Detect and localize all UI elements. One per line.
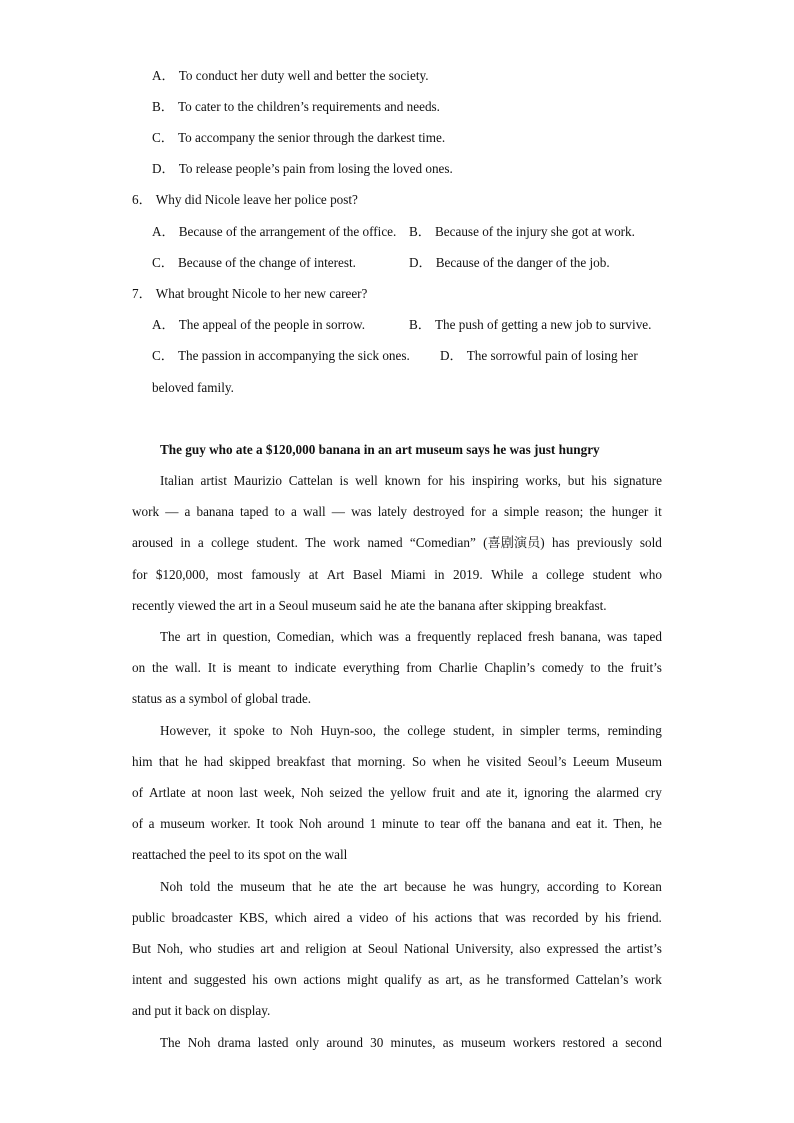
article-word: banana bbox=[508, 816, 546, 831]
article-word: The bbox=[160, 629, 181, 644]
article-word: studies bbox=[217, 941, 255, 956]
article-word: lately bbox=[377, 504, 407, 519]
article-line bbox=[132, 816, 662, 832]
article-word: KBS, bbox=[239, 910, 269, 925]
article-word: workers bbox=[512, 1035, 556, 1050]
article-word: restored bbox=[562, 1035, 606, 1050]
article-word: his bbox=[449, 473, 465, 488]
article-line: recently viewed the art in a Seoul museum said he ate the banana after skipping breakfast. bbox=[132, 598, 607, 613]
article-word: public bbox=[132, 910, 165, 925]
q5-option-c bbox=[152, 130, 445, 146]
article-word: his bbox=[591, 473, 607, 488]
article-word: in bbox=[206, 629, 217, 644]
article-word: video bbox=[359, 910, 389, 925]
article-word: to bbox=[424, 816, 435, 831]
article-word: taped bbox=[239, 504, 269, 519]
article-word: aired bbox=[313, 910, 340, 925]
article-word: a bbox=[346, 910, 353, 925]
article-word: terms, bbox=[567, 723, 600, 738]
q7-option-a-label: A． bbox=[152, 317, 175, 332]
q6-option-a-text: Because of the arrangement of the office. bbox=[178, 224, 397, 239]
article-word: which bbox=[274, 910, 307, 925]
article-word: ignoring bbox=[523, 785, 569, 800]
q5-option-d-label: D． bbox=[152, 161, 175, 176]
article-word: at bbox=[191, 785, 202, 800]
q7-number: 7． bbox=[132, 286, 152, 301]
q7-option-b-label: B． bbox=[409, 317, 431, 332]
q6-stem-text: Why did Nicole leave her police post? bbox=[155, 192, 358, 207]
article-word: as bbox=[442, 1035, 454, 1050]
article-word: Huyn-soo, bbox=[320, 723, 376, 738]
article-word: famously bbox=[251, 567, 301, 582]
article-word: college bbox=[546, 567, 585, 582]
article-word: the bbox=[368, 785, 385, 800]
article-word: seized bbox=[329, 785, 363, 800]
article-word: lasted bbox=[257, 1035, 289, 1050]
q5-option-b bbox=[152, 99, 440, 115]
article-word: museum bbox=[460, 1035, 506, 1050]
article-word: he bbox=[185, 754, 198, 769]
article-word: is bbox=[222, 660, 232, 675]
article-word: he bbox=[453, 879, 466, 894]
article-word: The bbox=[160, 1035, 181, 1050]
article-word: signature bbox=[613, 473, 662, 488]
article-word: own bbox=[274, 972, 297, 987]
article-word: the bbox=[383, 723, 400, 738]
article-word: that bbox=[158, 754, 179, 769]
article-word: wall. bbox=[174, 660, 201, 675]
article-word: Noh bbox=[187, 1035, 211, 1050]
article-word: it, bbox=[507, 785, 518, 800]
article-line bbox=[160, 473, 662, 489]
article-word: breakfast bbox=[276, 754, 326, 769]
article-word: — bbox=[331, 504, 345, 519]
article-word: intent bbox=[132, 972, 163, 987]
q6-option-c-label: C． bbox=[152, 255, 174, 270]
article-word: Miami bbox=[390, 567, 426, 582]
article-word: as bbox=[428, 972, 440, 987]
article-word: took bbox=[269, 816, 294, 831]
article-word: museum bbox=[160, 816, 205, 831]
article-word: transformed bbox=[505, 972, 570, 987]
article-word: expressed bbox=[546, 941, 599, 956]
article-word: recorded bbox=[532, 910, 579, 925]
article-word: which bbox=[340, 629, 373, 644]
article-line bbox=[132, 504, 662, 520]
article-word: While bbox=[491, 567, 524, 582]
article-word: he bbox=[467, 754, 480, 769]
article-line: reattached the peel to its spot on the wall bbox=[132, 847, 348, 862]
article-word: comedy bbox=[541, 660, 584, 675]
article-word: student, bbox=[453, 723, 495, 738]
article-word: was bbox=[505, 910, 526, 925]
article-word: a bbox=[612, 1035, 619, 1050]
article-word: in bbox=[434, 567, 445, 582]
article-word: fruit bbox=[432, 785, 455, 800]
article-word: The bbox=[305, 535, 326, 550]
article-word: sold bbox=[639, 535, 662, 550]
article-line: and put it back on display. bbox=[132, 1003, 271, 1018]
article-word: question, bbox=[222, 629, 271, 644]
article-word: Cattelan’s bbox=[575, 972, 629, 987]
article-word: was bbox=[351, 504, 372, 519]
article-word: Korean bbox=[623, 879, 662, 894]
article-line bbox=[132, 754, 662, 770]
article-word: previously bbox=[576, 535, 633, 550]
article-word: minutes, bbox=[390, 1035, 436, 1050]
article-word: indicate bbox=[294, 660, 337, 675]
article-word: destroyed bbox=[413, 504, 465, 519]
article-word: in bbox=[180, 535, 191, 550]
article-word: actions bbox=[303, 972, 341, 987]
article-word: 30 bbox=[370, 1035, 384, 1050]
article-word: of bbox=[132, 816, 143, 831]
article-word: that bbox=[478, 910, 499, 925]
article-line bbox=[132, 660, 662, 676]
q5-option-c-text: To accompany the senior through the darkest time. bbox=[177, 130, 446, 145]
article-word: he bbox=[318, 879, 332, 894]
q6-option-b-text: Because of the injury she got at work. bbox=[434, 224, 635, 239]
article-word: at bbox=[308, 567, 319, 582]
article-word: visited bbox=[486, 754, 522, 769]
q6-option-a-label: A． bbox=[152, 224, 175, 239]
q7-stem-text: What brought Nicole to her new career? bbox=[155, 286, 368, 301]
q6-option-d-text: Because of the danger of the job. bbox=[435, 255, 610, 270]
q5-option-d bbox=[152, 161, 453, 177]
article-word: Chaplin’s bbox=[484, 660, 535, 675]
article-word: of bbox=[395, 910, 407, 925]
article-word: on bbox=[132, 660, 146, 675]
article-word: However, bbox=[160, 723, 212, 738]
article-word: a bbox=[290, 504, 297, 519]
article-word: at bbox=[352, 941, 362, 956]
q7-option-c-text: The passion in accompanying the sick ones. bbox=[177, 348, 410, 363]
article-word: inspiring bbox=[471, 473, 519, 488]
article-word: known bbox=[384, 473, 421, 488]
q7-option-c bbox=[152, 348, 410, 364]
article-word: a bbox=[492, 504, 498, 519]
article-word: the bbox=[574, 785, 591, 800]
q6-option-b-label: B． bbox=[409, 224, 431, 239]
article-word: named bbox=[367, 535, 403, 550]
article-word: second bbox=[625, 1035, 662, 1050]
article-word: art bbox=[186, 629, 201, 644]
article-word: Then, bbox=[613, 816, 644, 831]
article-line bbox=[132, 567, 662, 583]
q7-option-b bbox=[409, 317, 651, 333]
article-word: week, bbox=[263, 785, 295, 800]
article-word: it. bbox=[597, 816, 608, 831]
article-word: a bbox=[148, 816, 155, 831]
article-line bbox=[160, 1035, 662, 1051]
article-word: spoke bbox=[233, 723, 265, 738]
article-word: he bbox=[649, 816, 662, 831]
article-word: drama bbox=[217, 1035, 251, 1050]
article-word: hungry, bbox=[500, 879, 540, 894]
article-word: cry bbox=[644, 785, 662, 800]
article-word: “Comedian” bbox=[409, 535, 476, 550]
article-word: wall bbox=[302, 504, 326, 519]
q7-option-c-label: C． bbox=[152, 348, 174, 363]
article-word: fresh bbox=[527, 629, 555, 644]
article-word: him bbox=[132, 754, 153, 769]
q7-option-d-continuation: beloved family. bbox=[152, 380, 234, 395]
article-word: reason; bbox=[545, 504, 584, 519]
article-line: status as a symbol of global trade. bbox=[132, 691, 312, 706]
article-word: the bbox=[607, 660, 624, 675]
article-word: has bbox=[552, 535, 570, 550]
article-line bbox=[132, 941, 662, 957]
article-word: art bbox=[260, 941, 275, 956]
article-word: (喜剧演员) bbox=[483, 535, 545, 550]
article-word: ate bbox=[338, 879, 354, 894]
q6-option-b bbox=[409, 224, 635, 240]
q6-option-c bbox=[152, 255, 356, 271]
article-word: student. bbox=[256, 535, 298, 550]
article-word: So bbox=[411, 754, 426, 769]
article-word: but bbox=[567, 473, 585, 488]
article-word: college bbox=[407, 723, 446, 738]
article-word: works, bbox=[525, 473, 561, 488]
article-word: when bbox=[432, 754, 461, 769]
article-word: as bbox=[469, 972, 481, 987]
article-word: qualify bbox=[384, 972, 422, 987]
article-line bbox=[160, 629, 662, 645]
article-word: art, bbox=[445, 972, 463, 987]
article-word: frequently bbox=[416, 629, 472, 644]
article-word: work bbox=[634, 972, 662, 987]
article-word: Comedian, bbox=[276, 629, 335, 644]
article-word: Seoul bbox=[367, 941, 398, 956]
article-word: around bbox=[326, 1035, 363, 1050]
article-line bbox=[132, 535, 662, 551]
article-word: a bbox=[531, 567, 538, 582]
article-word: Seoul’s bbox=[527, 754, 567, 769]
article-word: Maurizio bbox=[233, 473, 282, 488]
article-word: simple bbox=[503, 504, 540, 519]
q5-option-a-text: To conduct her duty well and better the society. bbox=[178, 68, 429, 83]
article-word: It bbox=[256, 816, 265, 831]
q7-option-a bbox=[152, 317, 365, 333]
article-word: who bbox=[189, 941, 212, 956]
q7-option-b-text: The push of getting a new job to survive. bbox=[434, 317, 652, 332]
article-word: of bbox=[132, 785, 143, 800]
article-word: alarmed bbox=[596, 785, 639, 800]
article-word: for bbox=[427, 473, 443, 488]
q7-stem bbox=[132, 286, 367, 302]
q6-number: 6． bbox=[132, 192, 152, 207]
article-word: the bbox=[360, 879, 377, 894]
article-word: off bbox=[465, 816, 481, 831]
article-word: and bbox=[168, 972, 188, 987]
article-word: aroused bbox=[132, 535, 174, 550]
article-word: meant bbox=[238, 660, 271, 675]
article-word: to bbox=[590, 660, 601, 675]
article-word: college bbox=[211, 535, 250, 550]
article-word: hunger bbox=[611, 504, 649, 519]
article-word: minute bbox=[381, 816, 419, 831]
article-word: artist bbox=[200, 473, 227, 488]
article-word: — bbox=[165, 504, 179, 519]
article-title: The guy who ate a $120,000 banana in an art museum says he was just hungry bbox=[160, 442, 600, 457]
q6-option-d bbox=[409, 255, 610, 271]
article-word: student bbox=[592, 567, 631, 582]
article-word: to bbox=[277, 660, 288, 675]
article-word: it bbox=[218, 723, 227, 738]
q6-option-a bbox=[152, 224, 396, 240]
article-word: eat bbox=[576, 816, 592, 831]
article-word: to bbox=[274, 504, 285, 519]
article-word: work bbox=[333, 535, 361, 550]
article-word: and bbox=[551, 816, 571, 831]
article-word: that bbox=[331, 754, 352, 769]
article-word: tear bbox=[440, 816, 460, 831]
article-word: his bbox=[605, 910, 621, 925]
q6-option-d-label: D． bbox=[409, 255, 432, 270]
q5-option-c-label: C． bbox=[152, 130, 174, 145]
article-word: around bbox=[327, 816, 365, 831]
article-word: Noh bbox=[160, 879, 183, 894]
article-word: work bbox=[132, 504, 160, 519]
q7-option-d-label: D． bbox=[440, 348, 463, 363]
article-word: also bbox=[519, 941, 541, 956]
article-line bbox=[132, 785, 662, 801]
article-word: everything bbox=[343, 660, 400, 675]
article-word: he bbox=[486, 972, 500, 987]
article-word: was bbox=[472, 879, 494, 894]
article-word: University, bbox=[455, 941, 514, 956]
article-word: and bbox=[460, 785, 480, 800]
article-word: Noh bbox=[300, 785, 324, 800]
article-word: to bbox=[605, 879, 617, 894]
article-word: $120,000, bbox=[155, 567, 209, 582]
article-line bbox=[132, 910, 662, 926]
article-word: suggested bbox=[193, 972, 246, 987]
article-word: for bbox=[132, 567, 148, 582]
article-word: because bbox=[404, 879, 447, 894]
article-word: Charlie bbox=[438, 660, 478, 675]
q5-option-d-text: To release people’s pain from losing the loved ones. bbox=[178, 161, 453, 176]
article-word: had bbox=[203, 754, 223, 769]
article-word: National bbox=[403, 941, 450, 956]
article-word: who bbox=[639, 567, 662, 582]
article-word: yellow bbox=[390, 785, 427, 800]
article-word: Basel bbox=[352, 567, 383, 582]
article-word: Italian bbox=[160, 473, 194, 488]
article-word: But bbox=[132, 941, 152, 956]
article-word: last bbox=[239, 785, 258, 800]
article-word: well bbox=[355, 473, 378, 488]
article-word: morning. bbox=[357, 754, 406, 769]
article-word: the bbox=[604, 941, 621, 956]
article-word: art bbox=[383, 879, 398, 894]
article-word: Noh, bbox=[157, 941, 184, 956]
article-word: actions bbox=[434, 910, 473, 925]
article-word: his bbox=[252, 972, 268, 987]
article-word: it bbox=[654, 504, 662, 519]
article-word: a bbox=[405, 629, 411, 644]
article-word: might bbox=[347, 972, 378, 987]
article-word: in bbox=[502, 723, 513, 738]
article-word: noon bbox=[207, 785, 234, 800]
article-word: to bbox=[272, 723, 283, 738]
article-word: was bbox=[606, 629, 628, 644]
article-word: ate bbox=[485, 785, 502, 800]
article-word: for bbox=[470, 504, 486, 519]
article-word: the bbox=[589, 504, 606, 519]
q6-stem bbox=[132, 192, 358, 208]
article-word: replaced bbox=[477, 629, 522, 644]
article-word: museum bbox=[240, 879, 285, 894]
article-word: simpler bbox=[520, 723, 560, 738]
article-word: Cattelan bbox=[288, 473, 333, 488]
article-word: a bbox=[197, 535, 204, 550]
article-line bbox=[160, 879, 662, 895]
q5-option-a-label: A． bbox=[152, 68, 175, 83]
article-word: the bbox=[217, 879, 234, 894]
article-word: 2019. bbox=[452, 567, 483, 582]
article-word: is bbox=[339, 473, 349, 488]
article-word: a bbox=[184, 504, 191, 519]
article-word: most bbox=[217, 567, 243, 582]
article-word: 1 bbox=[369, 816, 377, 831]
article-word: Noh bbox=[290, 723, 313, 738]
article-word: Noh bbox=[299, 816, 322, 831]
article-word: taped bbox=[633, 629, 662, 644]
article-word: reminding bbox=[607, 723, 662, 738]
article-word: religion bbox=[305, 941, 347, 956]
article-word: was bbox=[378, 629, 400, 644]
article-line bbox=[160, 723, 662, 739]
q7-option-d bbox=[440, 348, 638, 364]
article-word: friend. bbox=[627, 910, 662, 925]
q5-option-b-text: To cater to the children’s requirements and needs. bbox=[177, 99, 440, 114]
article-word: artist’s bbox=[626, 941, 662, 956]
q7-option-a-text: The appeal of the people in sorrow. bbox=[178, 317, 365, 332]
article-word: It bbox=[207, 660, 216, 675]
article-word: by bbox=[585, 910, 599, 925]
article-word: the bbox=[152, 660, 169, 675]
article-word: and bbox=[280, 941, 300, 956]
article-word: Museum bbox=[615, 754, 662, 769]
article-word: banana, bbox=[560, 629, 601, 644]
q5-option-a bbox=[152, 68, 429, 84]
article-word: that bbox=[291, 879, 312, 894]
article-line bbox=[132, 972, 662, 988]
article-word: according bbox=[546, 879, 599, 894]
article-word: Artlate bbox=[148, 785, 186, 800]
article-word: his bbox=[412, 910, 429, 925]
article-word: from bbox=[406, 660, 432, 675]
article-word: Art bbox=[326, 567, 345, 582]
q5-option-b-label: B． bbox=[152, 99, 174, 114]
article-word: told bbox=[189, 879, 211, 894]
article-word: worker. bbox=[210, 816, 251, 831]
q6-option-c-text: Because of the change of interest. bbox=[177, 255, 356, 270]
article-word: only bbox=[295, 1035, 320, 1050]
article-word: broadcaster bbox=[171, 910, 233, 925]
article-word: the bbox=[486, 816, 503, 831]
article-word: Leeum bbox=[572, 754, 610, 769]
article-word: fruit’s bbox=[630, 660, 662, 675]
article-word: banana bbox=[196, 504, 234, 519]
q7-option-d-text: The sorrowful pain of losing her bbox=[466, 348, 638, 363]
article-word: skipped bbox=[229, 754, 271, 769]
